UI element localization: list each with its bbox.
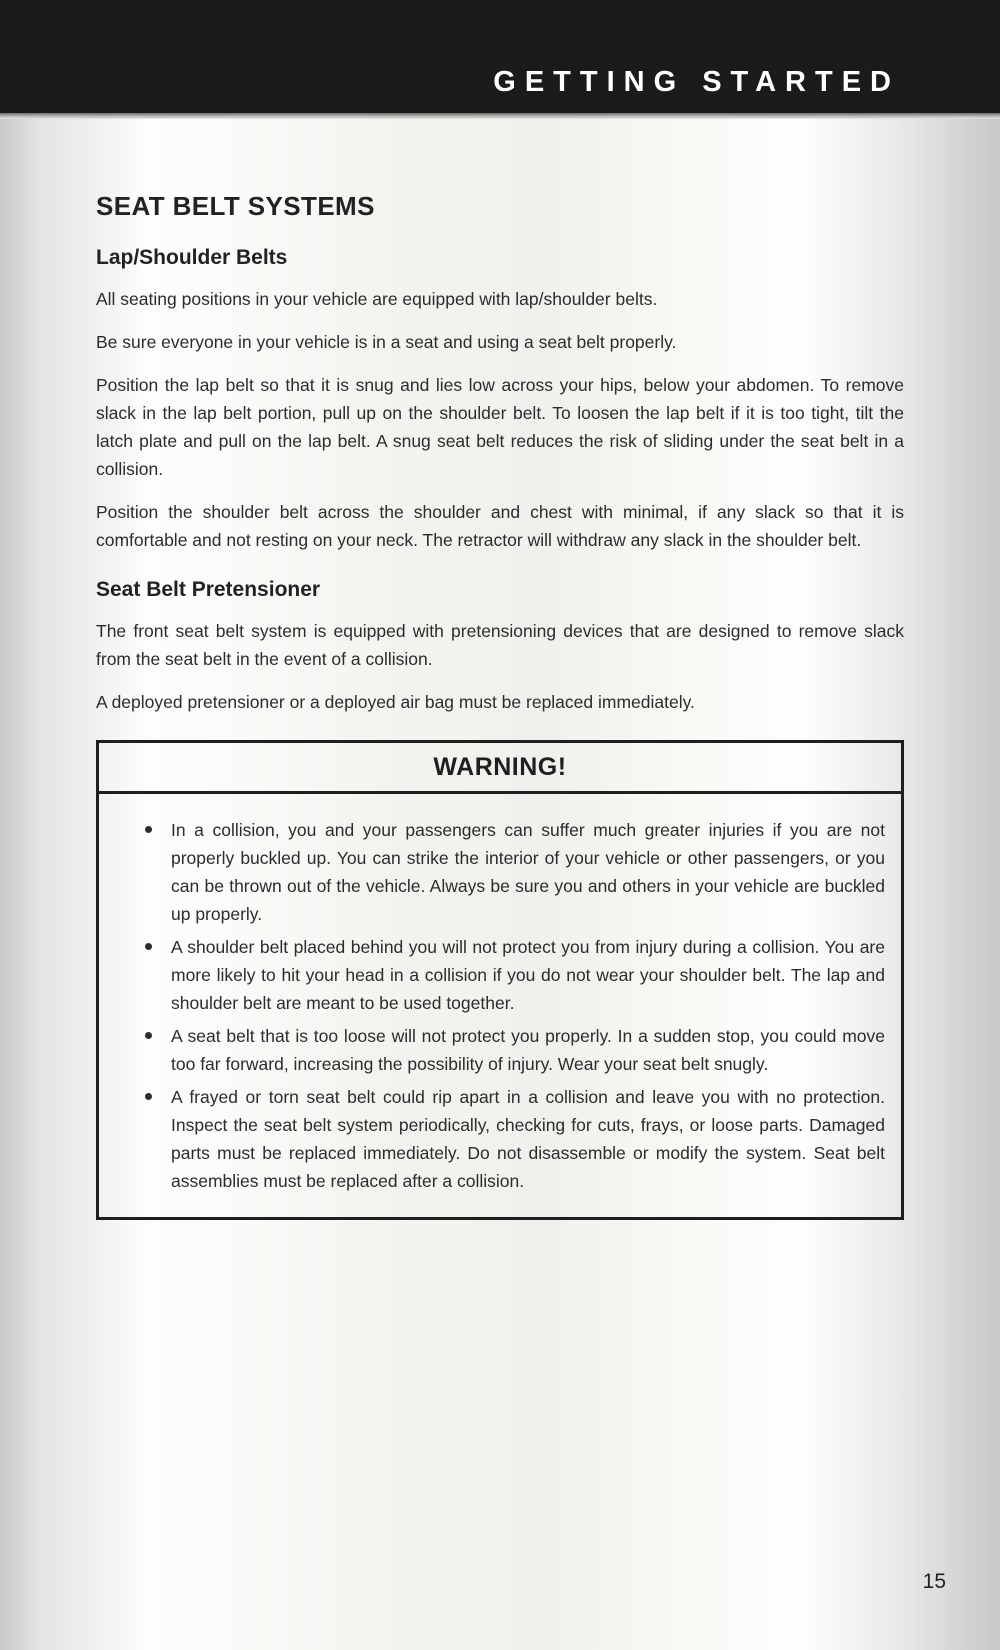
paragraph: Position the lap belt so that it is snug and lies low across your hips, below your abdomen. To remove slack in the lap belt portion, pull up on the shoulder belt. To loosen the lap belt if it is too tight, tilt the latch plate and pull on the lap belt. A snug seat belt reduces the risk of sliding under the seat belt in a collision. — [96, 375, 904, 479]
bullet-icon — [145, 943, 152, 950]
paragraph: Position the shoulder belt across the shoulder and chest with minimal, if any slack so that it is comfortable and not resting on your neck. The retractor will withdraw any slack in the shoulder belt. — [96, 502, 904, 550]
warning-item-text: A seat belt that is too loose will not protect you properly. In a sudden stop, you could move too far forward, increasing the possibility of injury. Wear your seat belt snugly. — [171, 1026, 885, 1074]
bullet-icon — [145, 1093, 152, 1100]
subsection-heading-seat-belt-pretensioner: Seat Belt Pretensioner — [96, 578, 321, 601]
paragraph: The front seat belt system is equipped with pretensioning devices that are designed to remove slack from the seat belt in the event of a collision. — [96, 621, 904, 669]
paragraph: A deployed pretensioner or a deployed air bag must be replaced immediately. — [96, 692, 695, 712]
warning-item — [145, 816, 885, 928]
subsection-heading-lap-shoulder-belts: Lap/Shoulder Belts — [96, 246, 288, 269]
warning-list — [117, 816, 885, 1195]
warning-item-text: A shoulder belt placed behind you will not protect you from injury during a collision. You are more likely to hit your head in a collision if you do not wear your shoulder belt. The lap and shoulder belt are meant to be used together. — [171, 937, 885, 1013]
warning-item-text: In a collision, you and your passengers can suffer much greater injuries if you are not properly buckled up. You can strike the interior of your vehicle or other passengers, or you can be thrown out of the vehicle. Always be sure you and others in your vehicle are buckled up properly. — [171, 820, 885, 924]
warning-item — [145, 1022, 885, 1078]
warning-box — [96, 740, 904, 1220]
paragraph: Be sure everyone in your vehicle is in a seat and using a seat belt properly. — [96, 332, 677, 352]
chapter-header-band — [0, 0, 1000, 113]
chapter-title: GETTING STARTED — [493, 66, 900, 98]
page-content — [0, 119, 1000, 1220]
warning-body — [99, 794, 901, 1217]
warning-item-text: A frayed or torn seat belt could rip apart in a collision and leave you with no protection. Inspect the seat belt system periodically, checking for cuts, frays, or loose parts. Damaged parts must be replaced immediately. Do not disassemble or modify the system. Seat belt assemblies must be replaced after a collision. — [171, 1087, 885, 1191]
warning-item — [145, 933, 885, 1017]
warning-item — [145, 1083, 885, 1195]
bullet-icon — [145, 1032, 152, 1039]
warning-title: WARNING! — [99, 743, 901, 794]
page-number: 15 — [922, 1570, 946, 1593]
bullet-icon — [145, 826, 152, 833]
paragraph: All seating positions in your vehicle are equipped with lap/shoulder belts. — [96, 289, 658, 309]
section-heading: SEAT BELT SYSTEMS — [96, 191, 375, 221]
